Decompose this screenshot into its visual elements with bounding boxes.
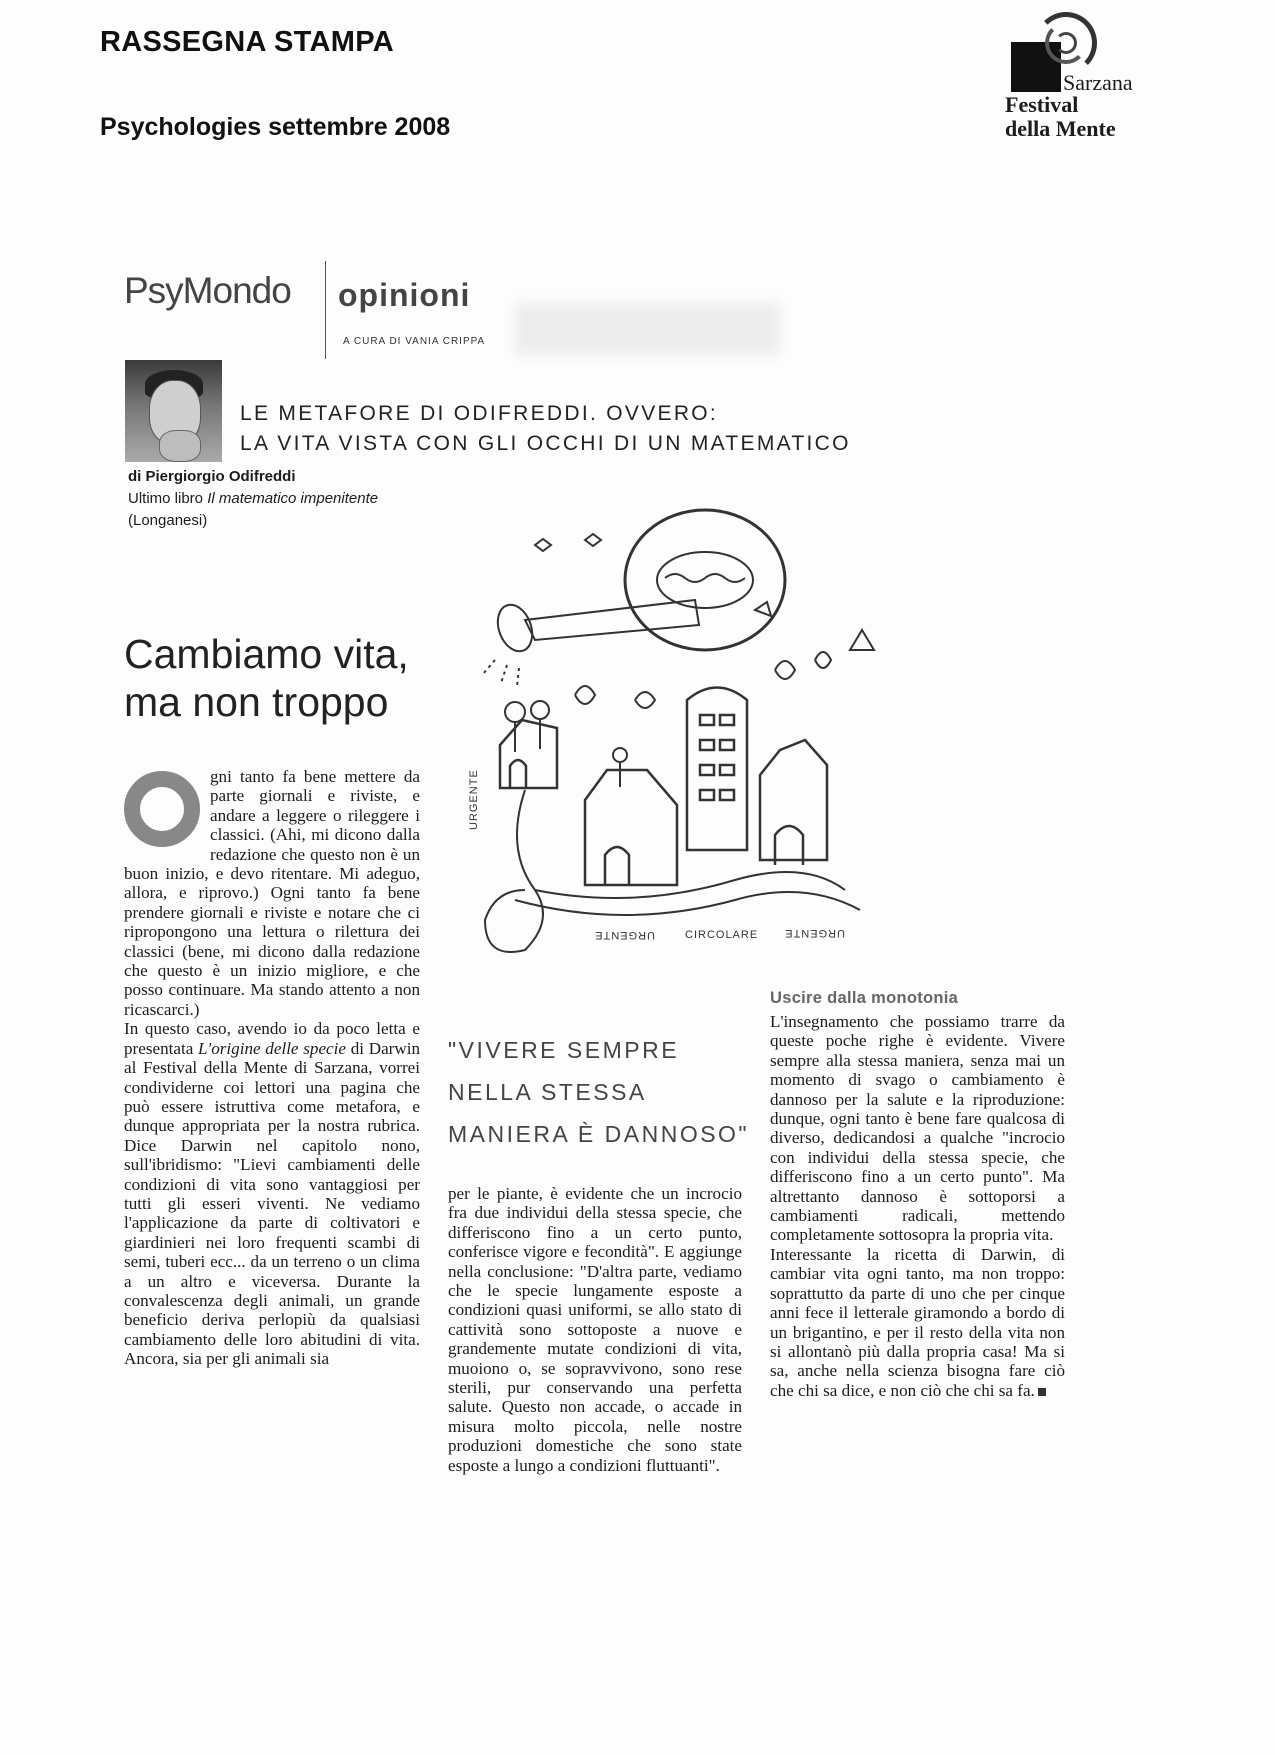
pull-quote: "VIVERE SEMPRE NELLA STESSA MANIERA È DANNOSO" xyxy=(448,1037,750,1147)
curated-by: A CURA DI VANIA CRIPPA xyxy=(343,336,486,347)
author-photo xyxy=(125,360,222,462)
section-subhead: Uscire dalla monotonia xyxy=(770,989,959,1007)
watering-can-drawing xyxy=(483,510,785,686)
end-mark-icon xyxy=(1038,1388,1046,1396)
document-title: RASSEGNA STAMPA xyxy=(100,26,394,58)
article-headline xyxy=(124,630,409,726)
book-prefix: Ultimo libro xyxy=(128,490,208,507)
author-byline: di Piergiorgio Odifreddi xyxy=(128,468,296,485)
publication-source: Psychologies settembre 2008 xyxy=(100,113,451,141)
book-reference: L'origine delle specie xyxy=(198,1038,346,1058)
paragraph-2-start: In questo caso, avendo io da poco letta e presentata xyxy=(124,1019,420,1058)
flower-drawings xyxy=(505,534,874,787)
paragraph-end-text: Interessante la ricetta di Darwin, di cambiar vita ogni tanto, ma non troppo: soprattutto da parte di uno che per cinque anni fece il letterale giramondo a bordo di un brigantino, e per il resto della vita non si allontanò più dalla propria casa! Ma si sa, anche nella scienza bisogna fare ciò che chi sa dice, e non ciò che chi sa fa. xyxy=(770,1244,1065,1400)
logo-line-1: Sarzana xyxy=(1063,70,1133,95)
section-name: PsyMondo xyxy=(124,270,291,311)
column2-paragraph-1: per le piante, è evidente che un incrocio fra due individui della stessa specie, che differiscono fino a un certo punto, conferisce vigore e fecondità". E aggiunge nella conclusione: "D'altra parte, vediamo che le specie lungamente esposte a condizioni quasi uniformi, se allo stato di cattività sono sottoposte a nuove e grandemente mutate condizioni di vita, muoiono o, se sopravvivono, sono rese sterili, pur conservando una perfetta salute. Questo non accade, o accade in misura molto piccola, nelle nostre produzioni domestiche che sono state esposte a lungo a condizioni fluttuanti". xyxy=(448,1184,742,1475)
photo-hand xyxy=(159,430,201,462)
illustration-stamp-4: URGENTE xyxy=(594,929,655,941)
paragraph-2-rest: di Darwin al Festival della Mente di Sarzana, vorrei condividerne coi lettori una pagina che può essere istruttiva come metafora, e dunque appropriata per la nostra rubrica. Dice Darwin nel capitolo nono, sull'ibridismo: "Lievi cambiamenti delle condizioni di vita sono vantaggiosi per tutti gli esseri viventi. Ne vediamo l'applicazione da parte di coltivatori e giardinieri nei loro frequenti scambi di semi, tuberi ecc... da un terreno o un clima a un altro e viceversa. Durante la convalescenza degli animali, un grande beneficio deriva perlopiù da qualsiasi cambiamento delle loro abitudini di vita. Ancora, sia per gli animali sia xyxy=(124,1038,420,1369)
section-divider xyxy=(325,261,326,359)
author-book xyxy=(128,490,378,507)
logo-line-2: Festival xyxy=(1005,92,1079,117)
house-drawings xyxy=(500,688,827,886)
illustration-stamp-3: URGENTE xyxy=(784,927,845,939)
illustration-stamp-1: URGENTE xyxy=(468,769,480,830)
article-column-3 xyxy=(770,1012,1065,1400)
column1-paragraph-1: gni tanto fa bene mettere da parte giornali e riviste, e andare a leggere o rileggere i classici. (Ahi, mi dicono dalla redazione che questo non è un buon inizio, e devo ritentare. Mi adeguo, allora, e riprovo.) Ogni tanto fa bene prendere giornali e riviste e notare che ci ripropongono una lettura o rilettura dei classici (bene, mi dicono dalla redazione che questo è un inizio migliore, e che posso continuare. Ma stando attento a non ricascarci.) xyxy=(124,767,420,1019)
logo-line-3: della Mente xyxy=(1005,116,1116,141)
section-subtitle: opinioni xyxy=(338,277,471,313)
kicker-line-2: LA VITA VISTA CON GLI OCCHI DI UN MATEMATICO xyxy=(240,432,851,455)
festival-logo xyxy=(1005,8,1190,148)
drop-cap-o xyxy=(124,771,200,847)
article-column-1 xyxy=(124,767,420,1369)
column3-paragraph-1: L'insegnamento che possiamo trarre da queste poche righe è evidente. Vivere sempre alla stessa maniera, senza mai un momento di svago o cambiamento è dannoso per la salute e la riproduzione: dunque, ogni tanto è bene fare qualcosa di diverso, dedicandosi a qualche "incrocio con individui della stessa specie, che differiscono fino a un certo punto". Ma altrettanto dannoso è sottoporsi a cambiamenti radicali, mettendo completamente sottosopra la propria vita. xyxy=(770,1012,1065,1245)
article-illustration xyxy=(455,500,955,985)
kicker-line-1: LE METAFORE DI ODIFREDDI. OVVERO: xyxy=(240,402,719,425)
article-column-2 xyxy=(448,1184,742,1475)
logo-swirl-core-icon xyxy=(1055,32,1077,54)
column1-paragraph-2 xyxy=(124,1019,420,1368)
column3-paragraph-2 xyxy=(770,1245,1065,1400)
book-publisher: (Longanesi) xyxy=(128,512,208,529)
illustration-stamp-2: CIRCOLARE xyxy=(685,929,759,941)
headline-line-2: ma non troppo xyxy=(124,679,389,725)
article-kicker xyxy=(240,399,851,459)
headline-line-1: Cambiamo vita, xyxy=(124,631,409,677)
blurred-area xyxy=(515,303,780,355)
book-title: Il matematico impenitente xyxy=(207,490,379,507)
